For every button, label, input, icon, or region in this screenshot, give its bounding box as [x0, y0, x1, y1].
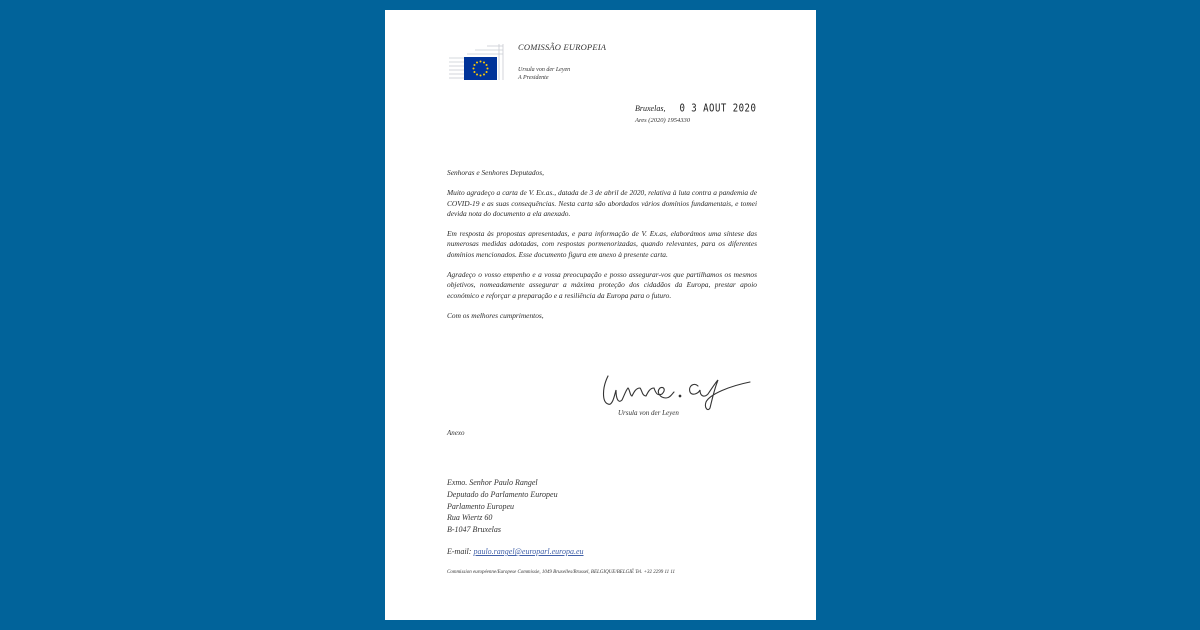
eu-star — [473, 64, 475, 66]
eu-star — [473, 71, 475, 73]
eu-star — [483, 74, 485, 76]
eu-star — [480, 75, 482, 77]
handwritten-signature — [600, 368, 760, 412]
salutation: Senhoras e Senhores Deputados, — [447, 168, 545, 177]
paragraph-3: Agradeço o vosso empenho e a vossa preocupação e posso assegurar-vos que partilhamos os mesmos objetivos, nomeadamente assegurar a máxima proteção dos cidadãos da Europa, prestar apoio económico e reforçar a preparação e a resiliência da Europa para o futuro. — [447, 270, 757, 300]
eu-star — [486, 71, 488, 73]
email-label: E-mail: — [447, 547, 472, 556]
eu-star — [480, 61, 482, 63]
eu-star — [487, 68, 489, 70]
eu-star — [483, 61, 485, 63]
recipient-line: Exmo. Senhor Paulo Rangel — [447, 478, 538, 487]
email-line — [447, 547, 584, 556]
recipient-line: B-1047 Bruxelas — [447, 525, 501, 535]
eu-star — [473, 68, 475, 70]
date-stamp: 0 3 AOUT 2020 — [679, 103, 757, 115]
annex-label: Anexo — [447, 429, 465, 437]
letterhead-person — [518, 66, 570, 82]
recipient-address — [447, 477, 558, 536]
letter-page — [385, 10, 816, 620]
recipient-line: Parlamento Europeu — [447, 501, 515, 511]
reference-number: Ares (2020) 1954330 — [635, 117, 691, 124]
paragraph-2: Em resposta às propostas apresentadas, e para informação de V. Ex.as, elaborámos uma síntese das numerosas medidas adotadas, com respostas pormenorizadas, quando relevantes, para os diferentes domínios mencionados. Esse documento figura em anexo à presente carta. — [447, 229, 757, 259]
date-block — [635, 98, 756, 124]
signature-name: Ursula von der Leyen — [618, 409, 679, 417]
letter-body — [447, 168, 757, 331]
organization-name: COMISSÃO EUROPEIA — [518, 42, 607, 52]
eu-star — [476, 74, 478, 76]
email-link[interactable]: paulo.rangel@europarl.europa.eu — [473, 547, 584, 556]
recipient-line: Rua Wiertz 60 — [447, 513, 493, 523]
president-role: A Presidente — [518, 75, 549, 81]
eu-star — [476, 61, 478, 63]
eu-star — [486, 64, 488, 66]
eu-commission-logo — [447, 42, 511, 82]
eu-flag-icon — [464, 57, 497, 80]
president-name: Ursula von der Leyen — [518, 67, 571, 73]
paragraph-1: Muito agradeço a carta de V. Ex.as., datada de 3 de abril de 2020, relativa à luta contra a pandemia de COVID-19 e as suas consequências. Nesta carta são abordados vários domínios fundamentais, e tomei devida nota do documento a ela anexado. — [447, 188, 757, 218]
closing: Com os melhores cumprimentos, — [447, 310, 544, 320]
recipient-line: Deputado do Parlamento Europeu — [447, 489, 558, 499]
letter-footer: Commission européenne/Europese Commissie, 1049 Bruxelles/Brussel, BELGIQUE/BELGIË Tel. +32 2299 11 11 — [447, 570, 676, 575]
date-city: Bruxelas, — [635, 104, 666, 113]
